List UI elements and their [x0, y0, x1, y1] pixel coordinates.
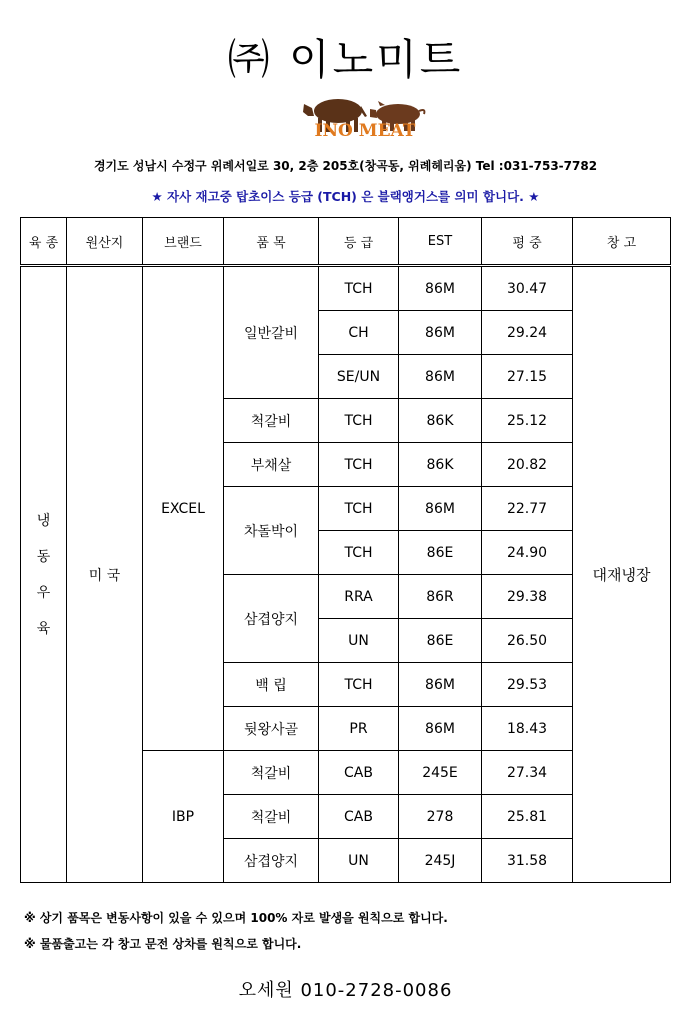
weight-cell: 31.58 [482, 839, 573, 883]
company-address: 경기도 성남시 수정구 위례서일로 30, 2층 205호(창곡동, 위례헤리움) Tel :031-753-7782 [93, 159, 598, 173]
weight-cell: 20.82 [482, 443, 573, 487]
header-est: EST [399, 218, 482, 266]
weight-cell: 24.90 [482, 531, 573, 575]
weight-cell: 25.81 [482, 795, 573, 839]
item-cell: 차돌박이 [224, 487, 319, 575]
company-title: ㈜ 이노미트 [227, 35, 464, 84]
brand-cell: IBP [143, 751, 224, 883]
brand-cell: EXCEL [143, 266, 224, 751]
warehouse-cell: 대재냉장 [573, 266, 671, 883]
est-cell: 86M [399, 487, 482, 531]
header-warehouse: 창 고 [573, 218, 671, 266]
weight-cell: 29.24 [482, 311, 573, 355]
grade-cell: TCH [319, 443, 399, 487]
item-cell: 일반갈비 [224, 266, 319, 399]
weight-cell: 27.34 [482, 751, 573, 795]
footnote-weight: ※ 상기 품목은 변동사항이 있을 수 있으며 100% 자로 발생을 원칙으로 합니다. [24, 911, 448, 925]
grade-notice: ★ 자사 재고중 탑초이스 등급 (TCH) 은 블랙앵거스를 의미 합니다. ★ [151, 189, 540, 204]
meat-type-char: 냉 [36, 512, 51, 529]
grade-cell: CAB [319, 795, 399, 839]
grade-cell: RRA [319, 575, 399, 619]
est-cell: 86E [399, 619, 482, 663]
weight-cell: 26.50 [482, 619, 573, 663]
grade-cell: SE/UN [319, 355, 399, 399]
item-cell: 삼겹양지 [224, 575, 319, 663]
stock-table [20, 217, 671, 883]
origin-cell: 미 국 [67, 266, 143, 883]
weight-cell: 29.53 [482, 663, 573, 707]
header-item: 품 목 [224, 218, 319, 266]
grade-cell: TCH [319, 531, 399, 575]
grade-cell: UN [319, 619, 399, 663]
est-cell: 86R [399, 575, 482, 619]
item-cell: 삼겹양지 [224, 839, 319, 883]
item-cell: 부채살 [224, 443, 319, 487]
header-origin: 원산지 [67, 218, 143, 266]
header-meat-type: 육 종 [21, 218, 67, 266]
item-cell: 척갈비 [224, 795, 319, 839]
grade-cell: TCH [319, 663, 399, 707]
item-cell: 척갈비 [224, 751, 319, 795]
logo-text: INO MEAT [314, 121, 416, 141]
est-cell: 86M [399, 355, 482, 399]
weight-cell: 25.12 [482, 399, 573, 443]
grade-cell: CAB [319, 751, 399, 795]
grade-cell: TCH [319, 487, 399, 531]
header-grade: 등 급 [319, 218, 399, 266]
grade-cell: PR [319, 707, 399, 751]
item-cell: 백 립 [224, 663, 319, 707]
item-cell: 뒷왕사골 [224, 707, 319, 751]
est-cell: 86M [399, 663, 482, 707]
grade-cell: TCH [319, 266, 399, 311]
footnote-shipping: ※ 물품출고는 각 창고 문전 상차를 원칙으로 합니다. [24, 937, 302, 951]
weight-cell: 18.43 [482, 707, 573, 751]
est-cell: 278 [399, 795, 482, 839]
est-cell: 86M [399, 266, 482, 311]
grade-cell: TCH [319, 399, 399, 443]
weight-cell: 22.77 [482, 487, 573, 531]
table-header-row [21, 218, 671, 266]
est-cell: 245E [399, 751, 482, 795]
meat-type-char: 동 [36, 548, 51, 565]
est-cell: 86E [399, 531, 482, 575]
grade-cell: CH [319, 311, 399, 355]
grade-cell: UN [319, 839, 399, 883]
item-cell: 척갈비 [224, 399, 319, 443]
meat-type-char: 육 [36, 620, 51, 637]
header-brand: 브랜드 [143, 218, 224, 266]
meat-type-cell [21, 266, 67, 883]
table-row [21, 266, 671, 311]
est-cell: 245J [399, 839, 482, 883]
est-cell: 86M [399, 311, 482, 355]
contact-info: 오세원 010-2728-0086 [238, 980, 453, 1001]
est-cell: 86K [399, 399, 482, 443]
meat-type-char: 우 [36, 584, 51, 601]
weight-cell: 30.47 [482, 266, 573, 311]
weight-cell: 27.15 [482, 355, 573, 399]
header-avg-weight: 평 중 [482, 218, 573, 266]
est-cell: 86K [399, 443, 482, 487]
est-cell: 86M [399, 707, 482, 751]
weight-cell: 29.38 [482, 575, 573, 619]
